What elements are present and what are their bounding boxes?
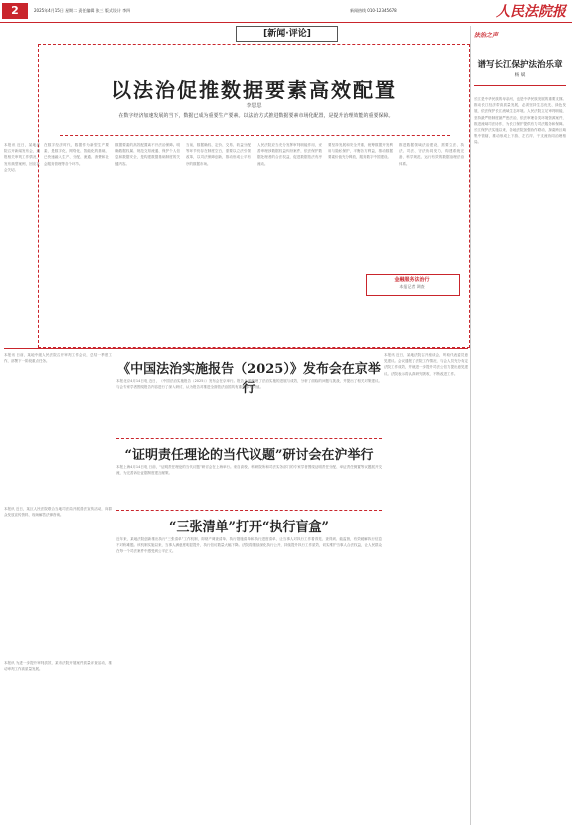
- right-column-body: 长江是中华民族的母亲河，也是中华民族发展的重要支撑。推动长江经济带高质量发展，必须坚持生态优先、绿色发展，依法保护长江流域生态环境。人民法院立足审判职能，坚持最严格制度最严密法治，依法审理各类环境资源案件，推进流域司法协作，为长江保护提供有力司法服务和保障。长江保护法实施以来，各地法院加强协作联动，探索跨区域集中管辖，推动形成上下游、左右岸、干支流协同治理格局。: [474, 97, 566, 145]
- brief-item: 本报讯 日前，某地中级人民法院召开审判工作会议，总结一季度工作，部署下一阶段重点任务。: [4, 353, 112, 364]
- feature-body: [44, 142, 464, 342]
- story2-body: 本报北京4月14日电 近日，《中国法治实施报告（2025）》发布会在京举行。报告全面梳理了法治实施的进展与成效，分析了面临的问题与挑战，并提出了相关对策建议。与会专家学者围绕报告内容进行了深入研讨，认为报告对推进全面依法治国具有重要参考价值。: [116, 379, 382, 390]
- feature-headline: 以法治促推数据要素高效配置: [111, 78, 397, 102]
- story3-headline: “证明责任理论的当代议题”研讨会在沪举行: [124, 448, 374, 463]
- story2-headline: 《中国法治实施报告（2025）》发布会在京举行: [117, 362, 381, 396]
- feature-lead: 在数字经济加速发展的当下，数据已成为重要生产要素。以法治方式推进数据要素市场化配置，是提升治理效能的重要保障。: [118, 113, 394, 119]
- feature-paragraph: 当前，数据确权、定价、交易、收益分配等环节仍存在制度空白，需要以立法引领改革，以司法保障创新，推动形成公平有序的数据市场。: [186, 143, 251, 166]
- section-title: [新闻·评论]: [236, 26, 338, 42]
- left-briefs: [4, 352, 112, 820]
- feature-paragraph: 要坚持发展和安全并重，统筹数据开发利用与隐私保护，平衡各方利益，推动数据要素价值充分释放，服务数字中国建设。: [328, 143, 393, 160]
- section-divider: [4, 348, 468, 349]
- column-kicker: 法治之声: [474, 32, 499, 39]
- right-divider: [474, 85, 566, 86]
- page-number: 2: [2, 3, 28, 19]
- right-column-author: 杨 斌: [514, 73, 526, 78]
- lead-divider: [60, 135, 450, 136]
- right-briefs: 本报讯 近日，某地法院召开座谈会，听取代表委员意见建议。会议通报了法院工作情况，与会人员充分肯定法院工作成效，并就进一步提升司法公信力提出意见建议。法院表示将认真研究吸收，不断改进工作。: [384, 353, 468, 376]
- feature-paragraph: 人民法院应当充分发挥审判职能作用，妥善审理涉数据权益纠纷案件，依法保护数据处理者的合法权益，促进数据依法有序流动。: [257, 143, 322, 166]
- newspaper-logo: 人民法院报: [496, 4, 566, 20]
- story4-body: 近年来，某地法院创新推出执行“三张清单”工作机制，即财产调查清单、执行措施清单和执行进度清单，让当事人对执行工作看得见、查得到、能监督，有效破解执行信息不对称难题。该机制实施以来，当事人满意度明显提升，执行信访数量大幅下降。法院将继续深化执行公开，持续提升执行工作质效，切实维护当事人合法权益，让人民群众在每一个司法案件中感受到公平正义。: [116, 537, 382, 554]
- badge-subtitle: 本报记者 调查: [399, 284, 425, 289]
- badge-title: 金融服务法治行: [394, 277, 430, 283]
- edition-line: 新闻热线 010-12345678: [350, 8, 397, 13]
- story-divider: [116, 438, 382, 439]
- story4-headline: “三张清单”打开“执行盲盒”: [169, 520, 329, 535]
- feature-paragraph: 数据要素的高效配置离不开法治保障。明确数据权属、规范交易流通、保护个人信息和数据安全，是构建数据基础制度的关键内容。: [115, 143, 180, 166]
- brief-item: 本报讯 为进一步提升审判质效，某市法院开展案件质量评查活动，推动审判工作高质量发展。: [4, 661, 112, 672]
- brief-item: 本报讯 近日，某区人民法院联合当地司法局开展普法宣传活动，向群众发放宣传资料，现场解答法律咨询。: [4, 507, 112, 518]
- left-brief: 本报讯 近日，某地法院召开新闻发布会，通报相关审判工作情况，发布典型案例，回应社会关切。: [4, 143, 40, 172]
- feature-paragraph: 推进数据领域法治建设，需要立法、执法、司法、守法协同发力，构建系统完备、科学规范、运行有效的数据治理法治体系。: [399, 143, 464, 166]
- story-divider: [116, 510, 382, 511]
- date-line: 2025年4月15日 星期二 责任编辑 张三 版式设计 李四: [34, 8, 131, 13]
- feature-byline: 李思思: [246, 103, 262, 109]
- right-column-title: 谱写长江保护法治乐章: [477, 60, 563, 70]
- story3-body: 本报上海4月14日电 日前，“证明责任理论的当代议题”研讨会在上海举行。来自高校、科研院所和司法实务部门的专家学者围绕证明责任分配、举证责任倒置等议题展开交流，为完善诉讼证据制度建言献策。: [116, 465, 382, 476]
- feature-paragraph: 在数字经济时代，数据作为新型生产要素，是数字化、网络化、智能化的基础，已快速融入生产、分配、流通、消费和社会服务管理等各个环节。: [44, 143, 109, 166]
